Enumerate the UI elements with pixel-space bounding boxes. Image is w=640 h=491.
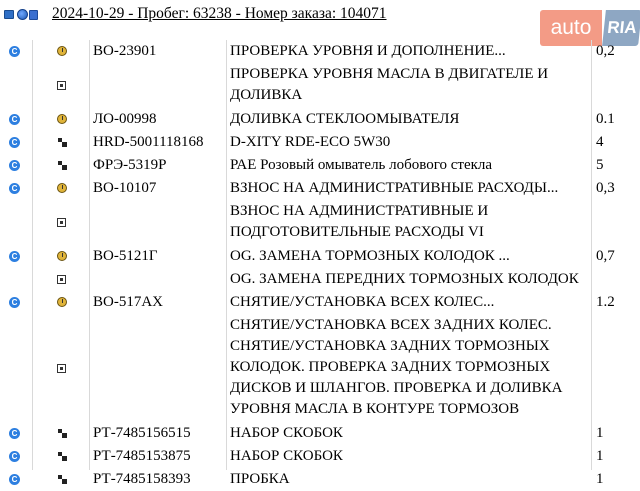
part-icon [58,138,67,147]
item-quantity: 1.2 [596,294,615,310]
item-code: РТ-7485158393 [93,471,191,487]
labor-clock-icon [57,46,67,56]
item-quantity: 0,7 [596,248,615,264]
item-description: ВЗНОС НА АДМИНИСТРАТИВНЫЕ РАСХОДЫ... [230,180,559,196]
part-icon [58,429,67,438]
item-description: D-XITY RDE-ECO 5W30 [230,134,391,150]
table-row[interactable] [0,469,640,491]
table-row[interactable] [0,446,640,468]
copyright-icon: C [9,297,20,308]
item-code: РТ-7485153875 [93,448,191,464]
copyright-icon: C [9,428,20,439]
item-code: ФРЭ-5319Р [93,157,167,173]
order-title-link[interactable]: 2024-10-29 - Пробег: 63238 - Номер заказа: 104071 [52,5,387,22]
item-description: УРОВНЯ МАСЛА В КОНТУРЕ ТОРМОЗОВ [230,401,520,417]
table-row[interactable] [0,155,640,177]
logo-ria-text: RIA [602,10,640,46]
item-code: ВО-23901 [93,43,157,59]
item-description: РАЕ Розовый омыватель лобового стекла [230,157,493,173]
part-icon [58,452,67,461]
item-description: СНЯТИЕ/УСТАНОВКА ВСЕХ КОЛЕС... [230,294,495,310]
item-description: ПОДГОТОВИТЕЛЬНЫЕ РАСХОДЫ VI [230,224,484,240]
item-description: OG. ЗАМЕНА ТОРМОЗНЫХ КОЛОДОК ... [230,248,510,264]
item-code: ВО-10107 [93,180,157,196]
table-row[interactable] [0,64,640,108]
labor-clock-icon [57,251,67,261]
item-description: КОЛОДОК. ПРОВЕРКА ЗАДНИХ ТОРМОЗНЫХ [230,359,551,375]
copyright-icon: C [9,251,20,262]
table-row[interactable] [0,109,640,131]
note-icon [57,218,66,227]
copyright-icon: C [9,451,20,462]
logo-auto-text: auto [540,10,602,46]
item-description: ПРОБКА [230,471,290,487]
labor-clock-icon [57,114,67,124]
table-row[interactable] [0,423,640,445]
part-icon [58,161,67,170]
table-row[interactable] [0,315,640,422]
item-description: OG. ЗАМЕНА ПЕРЕДНИХ ТОРМОЗНЫХ КОЛОДОК [230,271,579,287]
note-icon [57,81,66,90]
item-quantity: 4 [596,134,604,150]
document-icon[interactable] [29,10,38,20]
item-code: ВО-5121Г [93,248,158,264]
item-description: ПРОВЕРКА УРОВНЯ И ДОПОЛНЕНИЕ... [230,43,506,59]
copyright-icon: C [9,474,20,485]
item-description: ДОЛИВКА СТЕКЛООМЫВАТЕЛЯ [230,111,460,127]
item-description: ВЗНОС НА АДМИНИСТРАТИВНЫЕ И [230,203,489,219]
item-quantity: 1 [596,471,604,487]
item-quantity: 0.1 [596,111,615,127]
note-icon [57,364,66,373]
table-row[interactable] [0,269,640,291]
item-description: ДОЛИВКА [230,87,303,103]
item-code: РТ-7485156515 [93,425,191,441]
table-row[interactable] [0,178,640,200]
table-row[interactable] [0,41,640,63]
item-description: СНЯТИЕ/УСТАНОВКА ЗАДНИХ ТОРМОЗНЫХ [230,338,550,354]
print-icon[interactable] [4,10,14,19]
globe-icon[interactable] [17,9,28,20]
table-row[interactable] [0,246,640,268]
item-quantity: 1 [596,425,604,441]
item-code: HRD-5001118168 [93,134,204,150]
copyright-icon: C [9,160,20,171]
labor-clock-icon [57,183,67,193]
item-description: ПРОВЕРКА УРОВНЯ МАСЛА В ДВИГАТЕЛЕ И [230,66,549,82]
copyright-icon: C [9,114,20,125]
table-row[interactable] [0,132,640,154]
table-row[interactable] [0,201,640,245]
item-code: ВО-517АХ [93,294,163,310]
item-description: НАБОР СКОБОК [230,448,343,464]
item-description: СНЯТИЕ/УСТАНОВКА ВСЕХ ЗАДНИХ КОЛЕС. [230,317,552,333]
copyright-icon: C [9,137,20,148]
item-description: ДИСКОВ И ШЛАНГОВ. ПРОВЕРКА И ДОЛИВКА [230,380,563,396]
item-quantity: 1 [596,448,604,464]
item-description: НАБОР СКОБОК [230,425,343,441]
note-icon [57,275,66,284]
copyright-icon: C [9,46,20,57]
item-code: ЛО-00998 [93,111,157,127]
item-quantity: 5 [596,157,604,173]
item-quantity: 0,2 [596,43,615,59]
copyright-icon: C [9,183,20,194]
table-row[interactable] [0,292,640,314]
item-quantity: 0,3 [596,180,615,196]
labor-clock-icon [57,297,67,307]
